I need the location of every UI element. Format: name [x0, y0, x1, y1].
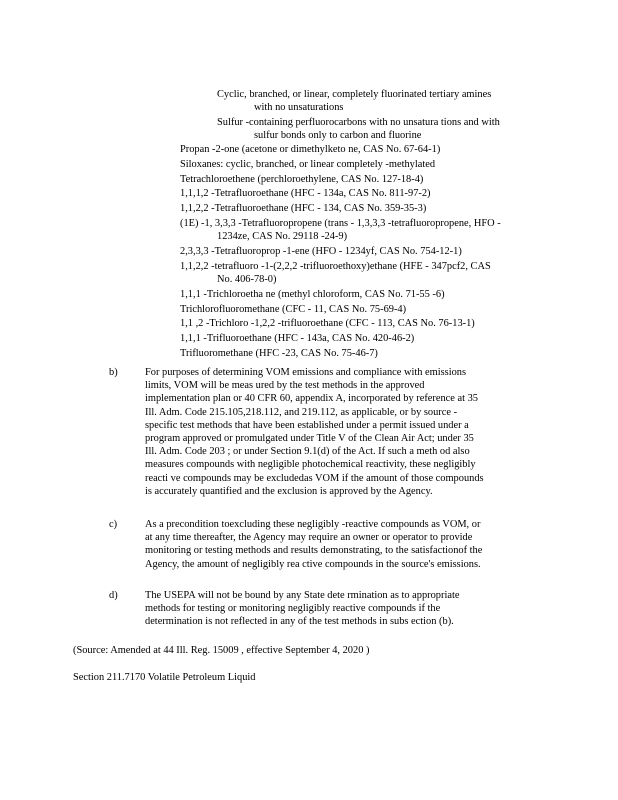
paragraph-line: limits, VOM will be meas ured by the test methods in the approved — [145, 380, 425, 392]
paragraph-line: The USEPA will not be bound by any State dete rmination as to appropriate — [145, 590, 460, 601]
paragraph-line: For purposes of determining VOM emissions and compliance with emissions — [145, 367, 467, 378]
paragraph-line: monitoring or testing methods and results demonstrating, to the satisfactionof the — [145, 545, 483, 557]
paragraph-line: reacti ve compounds may be excludedas VOM if the amount of those compounds — [145, 472, 484, 484]
subsection-letter: d) — [109, 590, 118, 601]
paragraph-line: As a precondition toexcluding these negligibly -reactive compounds as VOM, or — [145, 519, 481, 530]
paragraph-line: implementation plan or 40 CFR 60, appendix A, incorporated by reference at 35 — [145, 393, 478, 405]
compound-entry-line: 1,1,1 -Trifluoroethane (HFC - 143a, CAS No. 420-46-2) — [180, 333, 415, 345]
paragraph-line: Ill. Adm. Code 203 ; or under Section 9.1(d) of the Act. If such a meth od also — [145, 446, 470, 458]
source-note: (Source: Amended at 44 Ill. Reg. 15009 , effective September 4, 2020 ) — [73, 645, 370, 656]
compound-entry-line: 1,1,2,2 -Tetrafluoroethane (HFC - 134, CAS No. 359-35-3) — [180, 203, 427, 215]
paragraph-line: specific test methods that have been established under a permit issued under a — [145, 419, 469, 431]
compound-entry-line: Siloxanes: cyclic, branched, or linear completely -methylated — [180, 158, 436, 170]
compound-entry-line: No. 406-78-0) — [217, 274, 277, 285]
compound-entry-line: 1,1,1,2 -Tetrafluoroethane (HFC - 134a, CAS No. 811-97-2) — [180, 188, 431, 200]
paragraph-line: Agency, the amount of negligibly rea ctive compounds in the source's emissions. — [145, 558, 481, 570]
compound-entry-line: Cyclic, branched, or linear, completely fluorinated tertiary amines — [217, 89, 492, 100]
paragraph-line: at any time thereafter, the Agency may require an owner or operator to provide — [145, 532, 473, 544]
paragraph-line: methods for testing or monitoring negligibly reactive compounds if the — [145, 603, 441, 615]
subsection-paragraph — [145, 366, 545, 498]
subsection-letter: b) — [109, 367, 118, 378]
compound-entry-line: with no unsaturations — [254, 102, 344, 114]
compound-entry-line: Trichlorofluoromethane (CFC - 11, CAS No. 75-69-4) — [180, 303, 407, 315]
subsection-paragraph — [145, 518, 545, 571]
compound-entry-line: (1E) -1, 3,3,3 -Tetrafluoropropene (trans - 1,3,3,3 -tetrafluoropropene, HFO - — [180, 218, 501, 229]
compound-entry-line: Trifluoromethane (HFC -23, CAS No. 75-46-7) — [180, 348, 378, 359]
compound-entry-line: Propan -2-one (acetone or dimethylketo ne, CAS No. 67-64-1) — [180, 144, 441, 155]
paragraph-line: Ill. Adm. Code 215.105,218.112, and 219.112, as applicable, or by source - — [145, 406, 458, 418]
compound-entry-line: 1234ze, CAS No. 29118 -24-9) — [217, 231, 348, 243]
compound-entry-line: 2,3,3,3 -Tetrafluoroprop -1-ene (HFO - 1234yf, CAS No. 754-12-1) — [180, 246, 462, 257]
paragraph-line: measures compounds with negligible photochemical reactivity, these negligibly — [145, 459, 476, 471]
compound-entry-line: 1,1 ,2 -Trichloro -1,2,2 -trifluoroethane (CFC - 113, CAS No. 76-13-1) — [180, 318, 475, 330]
compound-entry-line: 1,1,2,2 -tetrafluoro -1-(2,2,2 -trifluoroethoxy)ethane (HFE - 347pcf2, CAS — [180, 260, 491, 272]
subsection-letter: c) — [109, 519, 118, 530]
compound-entry-line: sulfur bonds only to carbon and fluorine — [254, 130, 422, 142]
paragraph-line: determination is not reflected in any of the test methods in subs ection (b). — [145, 616, 454, 628]
subsection-paragraph — [145, 589, 545, 629]
paragraph-line: is accurately quantified and the exclusion is approved by the Agency. — [145, 485, 433, 497]
paragraph-line: program approved or promulgated under Title V of the Clean Air Act; under 35 — [145, 433, 474, 445]
compound-entry-line: Tetrachloroethene (perchloroethylene, CAS No. 127-18-4) — [180, 173, 424, 185]
section-heading: Section 211.7170 Volatile Petroleum Liquid — [73, 672, 256, 683]
compound-entry-line: 1,1,1 -Trichloroetha ne (methyl chloroform, CAS No. 71-55 -6) — [180, 288, 445, 300]
compound-entry-line: Sulfur -containing perfluorocarbons with no unsatura tions and with — [217, 116, 500, 128]
